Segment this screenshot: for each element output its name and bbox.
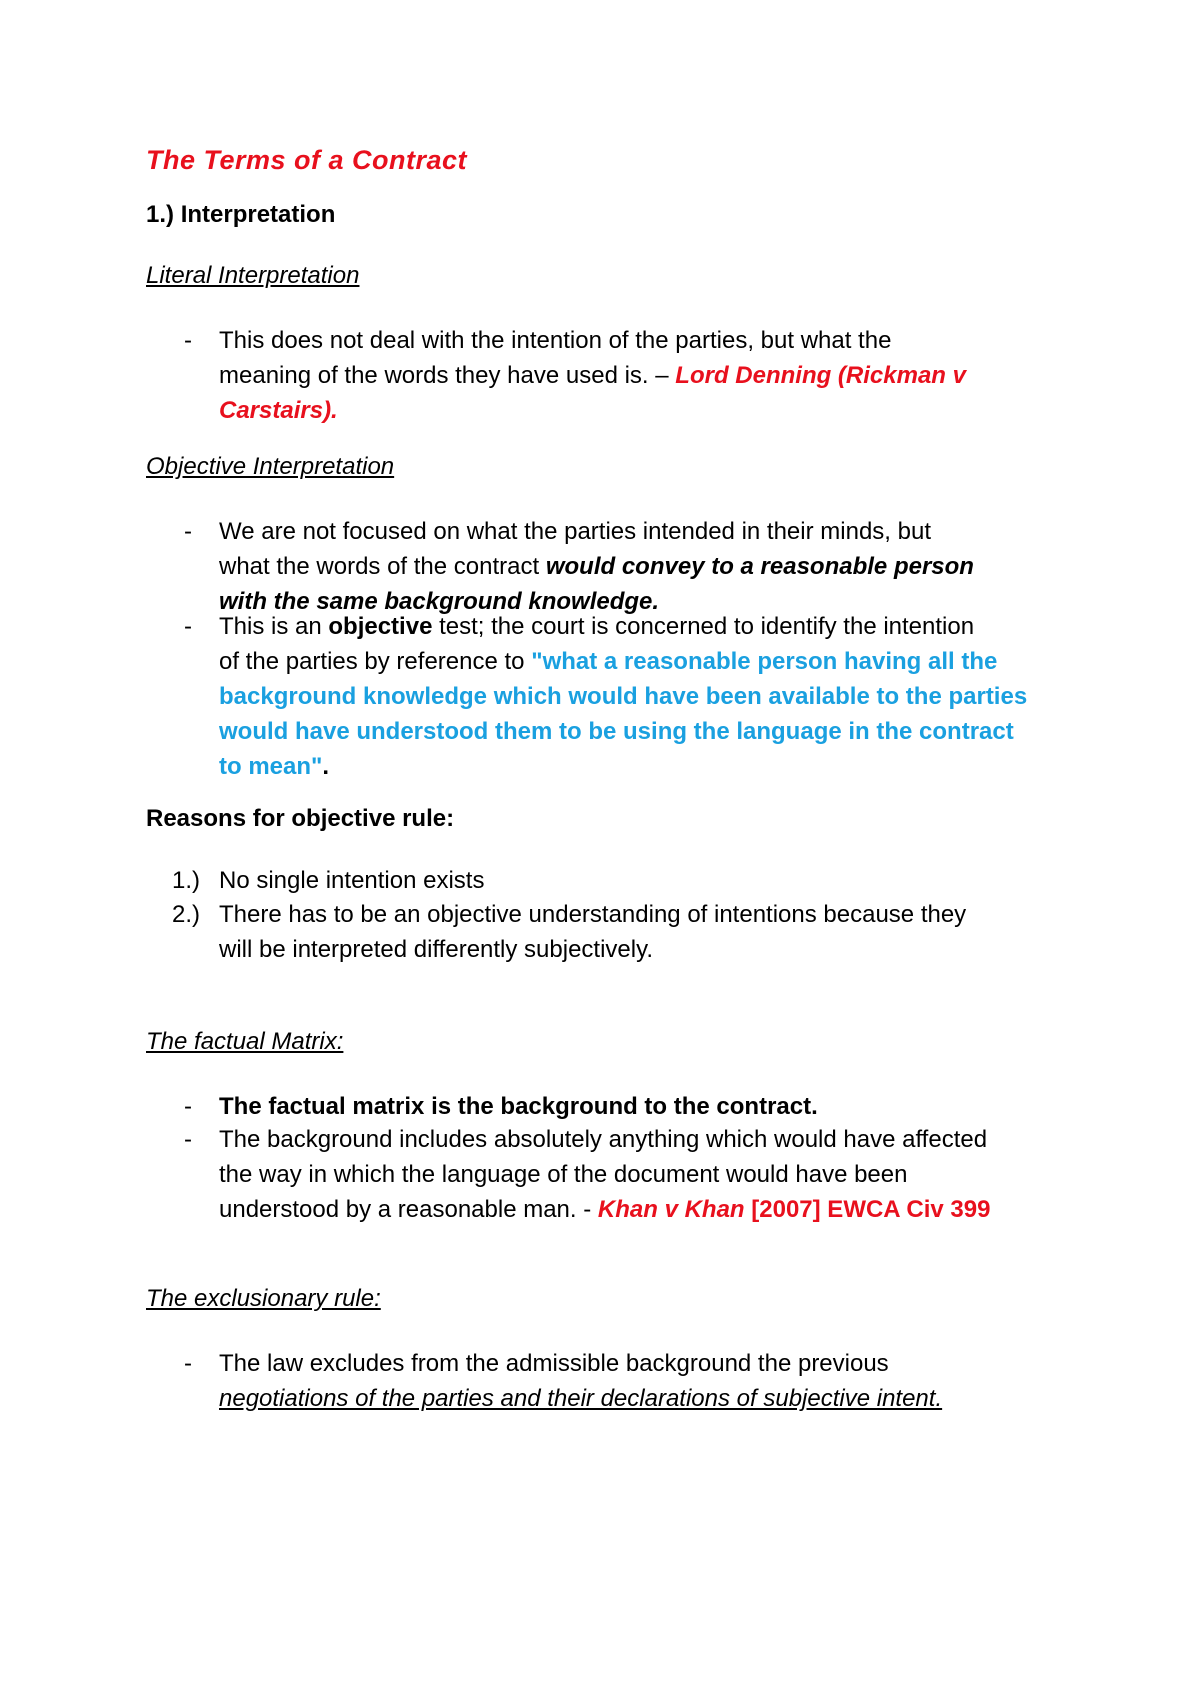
emphasis-text: negotiations of the parties and their declarations of subjective intent. xyxy=(219,1385,943,1412)
text-line xyxy=(219,358,1106,393)
text-line xyxy=(219,609,1106,644)
list-item-reason-2 xyxy=(146,897,1106,967)
case-citation: Carstairs). xyxy=(219,397,338,424)
text-line: The law excludes from the admissible background the previous xyxy=(219,1350,889,1377)
text-line: The factual matrix is the background to the contract. xyxy=(219,1093,818,1120)
section-number: 1.) xyxy=(146,201,175,228)
text-line: The background includes absolutely anything which would have affected xyxy=(219,1126,988,1153)
text-span: understood by a reasonable man. - xyxy=(219,1196,598,1223)
bullet-marker: - xyxy=(184,1093,192,1120)
bullet-exclusionary-1 xyxy=(146,1346,1106,1416)
list-item-reason-1 xyxy=(146,863,1106,898)
bullet-marker: - xyxy=(184,613,192,640)
quote-text: to mean" xyxy=(219,753,323,780)
bullet-marker: - xyxy=(184,327,192,354)
text-line: We are not focused on what the parties intended in their minds, but xyxy=(219,518,931,545)
emphasis-text: with the same background knowledge. xyxy=(219,588,660,615)
bullet-literal-1 xyxy=(146,323,1106,428)
text-span: meaning of the words they have used is. – xyxy=(219,362,676,389)
text-line xyxy=(219,644,1106,679)
text-line: No single intention exists xyxy=(219,867,485,894)
text-line xyxy=(219,749,1106,784)
bullet-factual-2 xyxy=(146,1122,1106,1227)
bold-term: objective xyxy=(328,613,433,640)
bullet-objective-1 xyxy=(146,514,1106,619)
emphasis-text: would convey to a reasonable person xyxy=(545,553,974,580)
text-span: of the parties by reference to xyxy=(219,648,532,675)
quote-text: background knowledge which would have been available to the parties xyxy=(219,683,1028,710)
text-line: This does not deal with the intention of the parties, but what the xyxy=(219,327,892,354)
heading-reasons-objective-rule: Reasons for objective rule: xyxy=(146,805,455,832)
case-citation: Lord Denning (Rickman v xyxy=(675,362,966,389)
text-line: will be interpreted differently subjectively. xyxy=(219,936,653,963)
quote-text: "what a reasonable person having all the xyxy=(531,648,998,675)
text-line: There has to be an objective understanding of intentions because they xyxy=(219,901,967,928)
text-span: test; the court is concerned to identify the intention xyxy=(432,613,975,640)
bullet-objective-2 xyxy=(146,609,1106,784)
bullet-factual-1 xyxy=(146,1089,1106,1124)
quote-text: would have understood them to be using the language in the contract xyxy=(219,718,1014,745)
text-line xyxy=(219,549,1106,584)
text-span: . xyxy=(322,753,330,780)
subheading-factual-matrix: The factual Matrix: xyxy=(146,1028,344,1055)
section-label: Interpretation xyxy=(180,201,336,228)
bullet-marker: - xyxy=(184,1350,192,1377)
list-number: 1.) xyxy=(172,867,201,894)
case-citation: Khan v Khan xyxy=(597,1196,745,1223)
document-title: The Terms of a Contract xyxy=(146,145,468,175)
subheading-exclusionary-rule: The exclusionary rule: xyxy=(146,1285,381,1312)
subheading-literal-interpretation: Literal Interpretation xyxy=(146,262,360,289)
text-line: the way in which the language of the document would have been xyxy=(219,1161,908,1188)
list-number: 2.) xyxy=(172,901,201,928)
subheading-objective-interpretation: Objective Interpretation xyxy=(146,453,395,480)
bullet-marker: - xyxy=(184,1126,192,1153)
section-heading-interpretation xyxy=(146,197,335,232)
text-span: what the words of the contract xyxy=(219,553,546,580)
bullet-marker: - xyxy=(184,518,192,545)
text-line xyxy=(219,1192,1106,1227)
text-span: This is an xyxy=(219,613,329,640)
case-reference: [2007] EWCA Civ 399 xyxy=(744,1196,991,1223)
